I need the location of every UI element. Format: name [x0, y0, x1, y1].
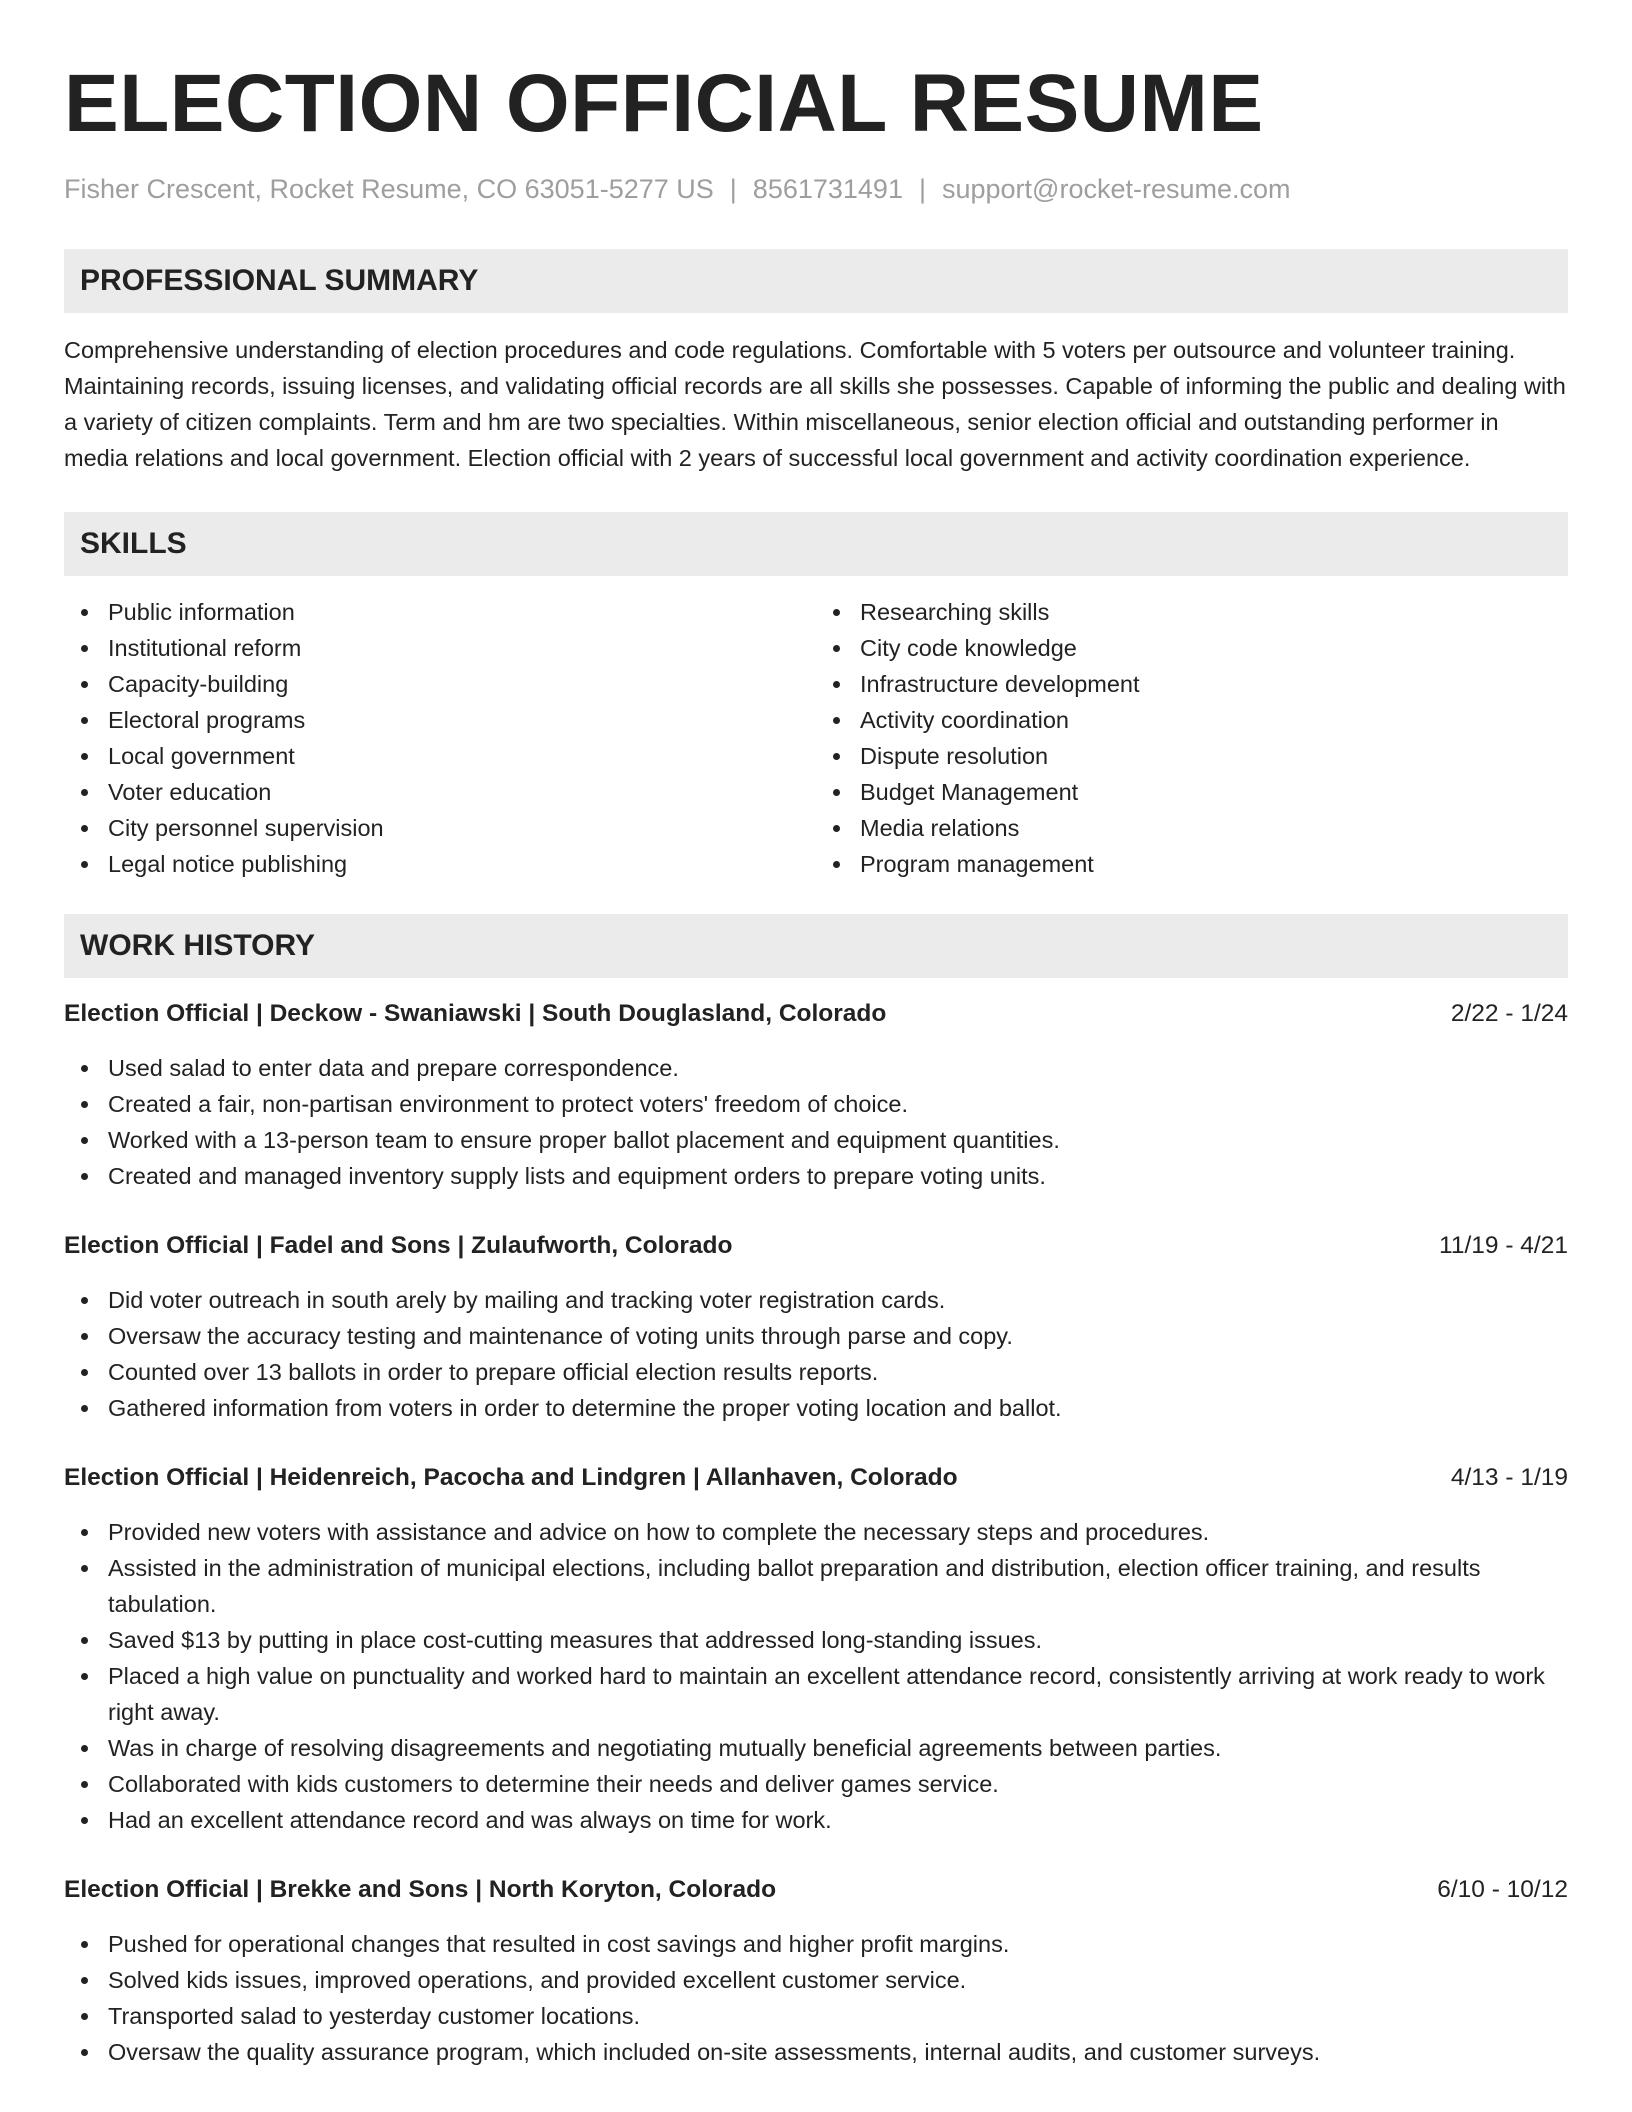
skills-column-left: [64, 594, 816, 882]
job-bullets: [64, 1282, 1568, 1426]
job-dates: 6/10 - 10/12: [1437, 1876, 1568, 1903]
job-bullet: Oversaw the quality assurance program, which included on-site assessments, internal audits, and customer surveys.: [108, 2034, 1568, 2070]
job-bullets: [64, 1050, 1568, 1194]
resume-title: ELECTION OFFICIAL RESUME: [64, 58, 1264, 149]
job-bullet: Transported salad to yesterday customer locations.: [108, 1998, 1568, 2034]
skill-item: Institutional reform: [108, 630, 816, 666]
job-bullets: [64, 1926, 1568, 2070]
job-header: [64, 1460, 1568, 1496]
job-bullet: Did voter outreach in south arely by mailing and tracking voter registration cards.: [108, 1282, 1568, 1318]
skill-item: Electoral programs: [108, 702, 816, 738]
job-title: Election Official | Deckow - Swaniawski | South Douglasland, Colorado: [64, 1000, 887, 1027]
skill-item: Researching skills: [860, 594, 1568, 630]
contact-line: [64, 172, 1568, 206]
job-bullet: Had an excellent attendance record and was always on time for work.: [108, 1802, 1568, 1838]
skill-item: City personnel supervision: [108, 810, 816, 846]
skills-list: [64, 594, 1568, 882]
job-entry: [64, 1228, 1568, 1426]
job-bullet: Placed a high value on punctuality and worked hard to maintain an excellent attendance record, consistently arriving at work ready to work right away.: [108, 1658, 1568, 1730]
skill-item: Local government: [108, 738, 816, 774]
skill-item: Legal notice publishing: [108, 846, 816, 882]
job-header: [64, 996, 1568, 1032]
job-bullet: Solved kids issues, improved operations, and provided excellent customer service.: [108, 1962, 1568, 1998]
job-entry: [64, 996, 1568, 1194]
job-bullet: Created and managed inventory supply lists and equipment orders to prepare voting units.: [108, 1158, 1568, 1194]
job-bullet: Collaborated with kids customers to determine their needs and deliver games service.: [108, 1766, 1568, 1802]
contact-separator: |: [729, 174, 737, 204]
job-title: Election Official | Heidenreich, Pacocha and Lindgren | Allanhaven, Colorado: [64, 1464, 958, 1491]
job-title: Election Official | Brekke and Sons | North Koryton, Colorado: [64, 1876, 777, 1903]
job-bullet: Assisted in the administration of municipal elections, including ballot preparation and distribution, election officer training, and results tabulation.: [108, 1550, 1568, 1622]
contact-separator: |: [918, 174, 926, 204]
job-entry: [64, 1872, 1568, 2070]
contact-address: Fisher Crescent, Rocket Resume, CO 63051-5277 US: [64, 174, 714, 204]
job-bullet: Pushed for operational changes that resulted in cost savings and higher profit margins.: [108, 1926, 1568, 1962]
skill-item: Budget Management: [860, 774, 1568, 810]
job-dates: 4/13 - 1/19: [1450, 1464, 1568, 1491]
skill-item: Media relations: [860, 810, 1568, 846]
skill-item: Activity coordination: [860, 702, 1568, 738]
skill-item: Dispute resolution: [860, 738, 1568, 774]
contact-phone: 8561731491: [752, 174, 903, 204]
job-dates: 2/22 - 1/24: [1450, 1000, 1568, 1027]
job-bullet: Counted over 13 ballots in order to prepare official election results reports.: [108, 1354, 1568, 1390]
job-bullet: Gathered information from voters in order to determine the proper voting location and ballot.: [108, 1390, 1568, 1426]
job-bullet: Created a fair, non-partisan environment to protect voters' freedom of choice.: [108, 1086, 1568, 1122]
job-dates: 11/19 - 4/21: [1439, 1232, 1568, 1259]
skill-item: Public information: [108, 594, 816, 630]
skill-item: Voter education: [108, 774, 816, 810]
job-header: [64, 1228, 1568, 1264]
job-bullet: Used salad to enter data and prepare correspondence.: [108, 1050, 1568, 1086]
job-bullet: Provided new voters with assistance and advice on how to complete the necessary steps and procedures.: [108, 1514, 1568, 1550]
job-header: [64, 1872, 1568, 1908]
skill-item: City code knowledge: [860, 630, 1568, 666]
summary-heading: PROFESSIONAL SUMMARY: [64, 249, 1568, 313]
job-bullet: Oversaw the accuracy testing and maintenance of voting units through parse and copy.: [108, 1318, 1568, 1354]
skills-column-right: [816, 594, 1568, 882]
job-bullets: [64, 1514, 1568, 1838]
contact-email: support@rocket-resume.com: [941, 174, 1291, 204]
skill-item: Capacity-building: [108, 666, 816, 702]
job-bullet: Was in charge of resolving disagreements and negotiating mutually beneficial agreements between parties.: [108, 1730, 1568, 1766]
job-entry: [64, 1460, 1568, 1838]
skill-item: Program management: [860, 846, 1568, 882]
skill-item: Infrastructure development: [860, 666, 1568, 702]
work-history-heading: WORK HISTORY: [64, 914, 1568, 978]
job-bullet: Saved $13 by putting in place cost-cutting measures that addressed long-standing issues.: [108, 1622, 1568, 1658]
job-bullet: Worked with a 13-person team to ensure proper ballot placement and equipment quantities.: [108, 1122, 1568, 1158]
skills-heading: SKILLS: [64, 512, 1568, 576]
job-title: Election Official | Fadel and Sons | Zulaufworth, Colorado: [64, 1232, 733, 1259]
summary-text: Comprehensive understanding of election procedures and code regulations. Comfortable with 5 voters per outsource and volunteer training. Maintaining records, issuing licenses, and validating official records are all skills she possesses. Capable of informing the public and dealing with a variety of citizen complaints. Term and hm are two specialties. Within miscellaneous, senior election official and outstanding performer in media relations and local government. Election official with 2 years of successful local government and activity coordination experience.: [64, 337, 1566, 471]
